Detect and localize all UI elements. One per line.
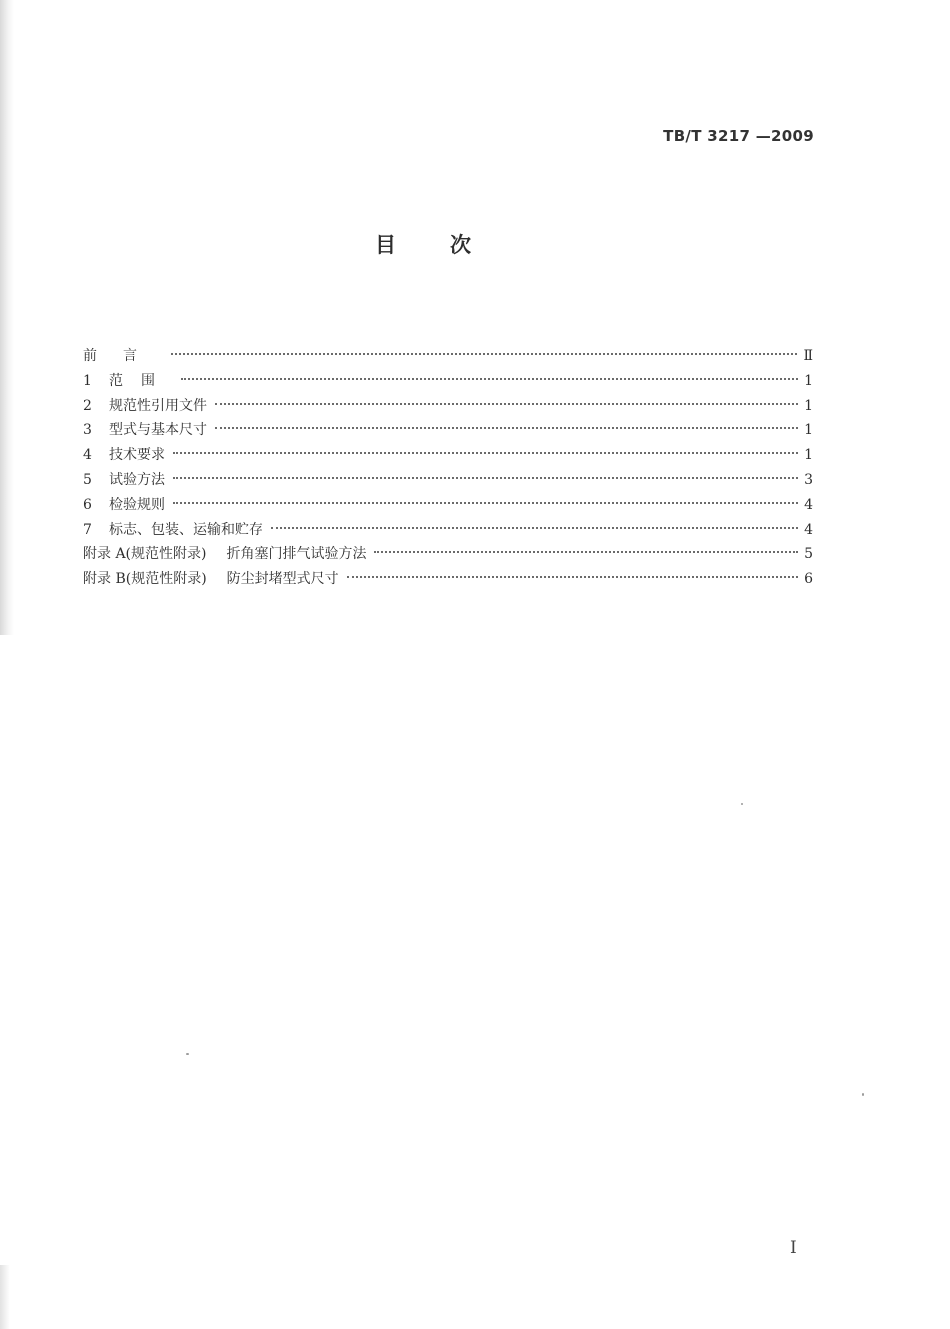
- toc-entry-test-methods[interactable]: [83, 468, 813, 493]
- dot-leader: [374, 551, 798, 553]
- scan-speck: [862, 1093, 864, 1096]
- standard-code: TB/T 3217 —2009: [663, 127, 814, 145]
- toc-entry-marking-packaging[interactable]: [83, 518, 813, 543]
- toc-entry-annex-a[interactable]: [83, 542, 813, 567]
- dot-leader: [173, 477, 798, 479]
- toc-entry-page: 5: [804, 546, 813, 563]
- scan-speck: [741, 803, 743, 805]
- dot-leader: [173, 502, 798, 504]
- toc-entry-title: 规范性引用文件: [109, 397, 207, 414]
- dot-leader: [181, 378, 798, 380]
- toc-entry-types-dimensions[interactable]: [83, 418, 813, 443]
- toc-entry-inspection-rules[interactable]: [83, 493, 813, 518]
- toc-entry-page: 1: [804, 447, 813, 464]
- toc-entry-page: 6: [804, 571, 813, 588]
- toc-entry-page: Ⅱ: [803, 348, 813, 364]
- toc-entry-title: 标志、包装、运输和贮存: [109, 521, 263, 538]
- toc-entry-number: 1: [83, 372, 92, 389]
- toc-entry-annex-prefix: 附录 B(规范性附录): [83, 571, 207, 588]
- toc-entry-page: 4: [804, 496, 813, 513]
- toc-entry-page: 1: [804, 372, 813, 389]
- table-of-contents: [83, 344, 813, 592]
- toc-entry-technical-requirements[interactable]: [83, 443, 813, 468]
- toc-entry-title: 试验方法: [109, 471, 165, 488]
- toc-entry-page: 1: [804, 422, 813, 439]
- page-number: I: [790, 1238, 797, 1258]
- toc-entry-number: 6: [83, 496, 92, 513]
- dot-leader: [271, 527, 798, 529]
- toc-entry-normative-references[interactable]: [83, 394, 813, 419]
- toc-entry-scope[interactable]: [83, 369, 813, 394]
- dot-leader: [215, 403, 798, 405]
- toc-entry-title: 折角塞门排气试验方法: [226, 546, 367, 563]
- dot-leader: [347, 576, 798, 578]
- toc-entry-title: 前言: [83, 348, 163, 364]
- toc-entry-foreword[interactable]: [83, 344, 813, 369]
- scan-edge-shadow: [0, 0, 14, 635]
- page-title: 目次: [375, 233, 525, 257]
- toc-entry-page: 1: [804, 397, 813, 414]
- toc-entry-page: 4: [804, 521, 813, 538]
- toc-entry-number: 7: [83, 521, 92, 538]
- toc-entry-number: 2: [83, 397, 92, 414]
- toc-entry-page: 3: [804, 471, 813, 488]
- toc-entry-title: 防尘封堵型式尺寸: [226, 571, 339, 588]
- toc-entry-number: 3: [83, 422, 92, 439]
- toc-entry-number: 5: [83, 471, 92, 488]
- dot-leader: [215, 427, 798, 429]
- toc-entry-number: 4: [83, 447, 92, 464]
- dot-leader: [171, 353, 797, 355]
- toc-entry-title: 检验规则: [109, 496, 165, 513]
- toc-entry-title: 技术要求: [109, 447, 165, 464]
- scan-edge-shadow-lower: [0, 1265, 10, 1329]
- toc-entry-title: 型式与基本尺寸: [109, 422, 207, 439]
- toc-entry-title: 范围: [109, 372, 173, 389]
- toc-entry-annex-b[interactable]: [83, 567, 813, 592]
- dot-leader: [173, 452, 798, 454]
- toc-entry-annex-prefix: 附录 A(规范性附录): [83, 546, 207, 563]
- scan-speck: [186, 1053, 189, 1055]
